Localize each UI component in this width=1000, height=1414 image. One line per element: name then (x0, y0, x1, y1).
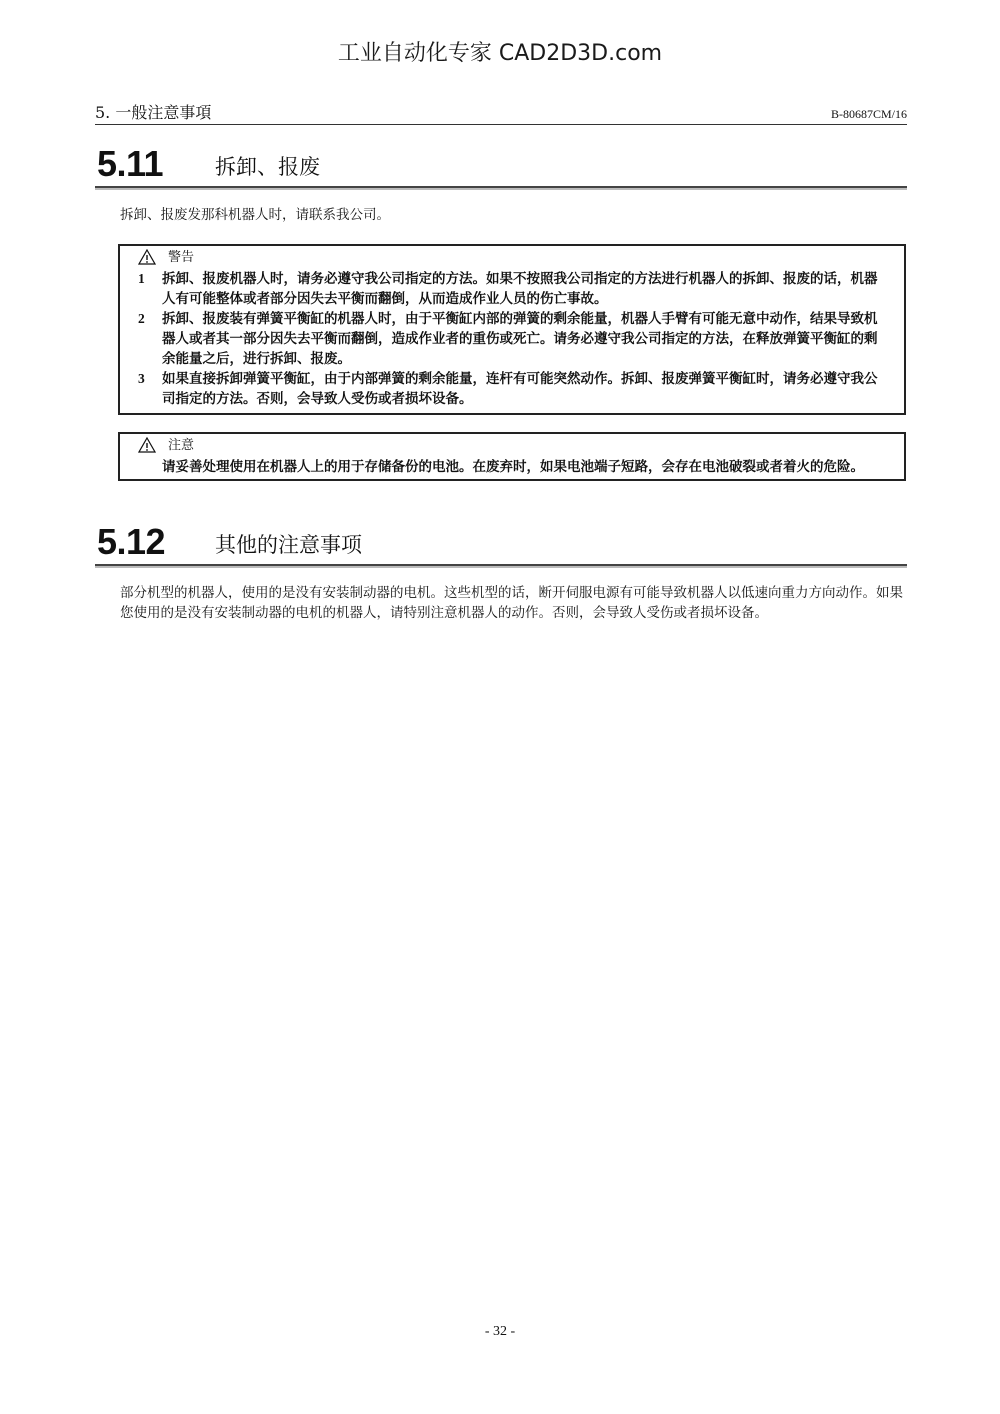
warning-item (120, 369, 904, 409)
section-title: 其他的注意事项 (215, 533, 362, 557)
page-number: - 32 - (484, 1324, 516, 1339)
section-number: 5.11 (97, 143, 164, 184)
section-intro: 拆卸、报废发那科机器人时，请联系我公司。 (120, 207, 390, 223)
caution-header (120, 437, 904, 455)
caution-text: 请妥善处理使用在机器人上的用于存储备份的电池。在废弃时，如果电池端子短路，会存在电池破裂或者着火的危险。 (162, 459, 864, 475)
chapter-title: 5. 一般注意事項 (95, 103, 212, 122)
warning-item-number: 2 (138, 311, 145, 326)
running-header (95, 104, 907, 125)
warning-triangle-icon (138, 249, 156, 265)
warning-item-text: 拆卸、报废机器人时，请务必遵守我公司指定的方法。如果不按照我公司指定的方法进行机器人的拆卸、报废的话，机器人有可能整体或者部分因失去平衡而翻倒，从而造成作业人员的伤亡事故。 (162, 271, 878, 307)
section-number: 5.12 (97, 521, 166, 562)
warning-item (120, 269, 904, 309)
warning-header (120, 249, 904, 267)
section-rule (95, 564, 907, 568)
warning-item-text: 如果直接拆卸弹簧平衡缸，由于内部弹簧的剩余能量，连杆有可能突然动作。拆卸、报废弹簧平衡缸时，请务必遵守我公司指定的方法。否则，会导致人受伤或者损坏设备。 (162, 371, 878, 407)
section-heading-5-11 (95, 144, 907, 190)
warning-list (120, 269, 904, 409)
warning-item-number: 3 (138, 371, 145, 386)
section-rule (95, 186, 907, 190)
caution-box (118, 432, 906, 481)
warning-item-text: 拆卸、报废装有弹簧平衡缸的机器人时，由于平衡缸内部的弹簧的剩余能量，机器人手臂有可能无意中动作，结果导致机器人或者其一部分因失去平衡而翻倒，造成作业者的重伤或死亡。请务必遵守我公司指定的方法，在释放弹簧平衡缸的剩余能量之后，进行拆卸、报废。 (162, 311, 878, 367)
watermark-text: 工业自动化专家 CAD2D3D.com (337, 41, 663, 66)
caution-triangle-icon (138, 437, 156, 453)
section-heading-5-12 (95, 522, 907, 568)
warning-label: 警告 (168, 250, 195, 265)
warning-item (120, 309, 904, 369)
warning-item-number: 1 (138, 271, 145, 286)
section-title: 拆卸、报废 (215, 155, 320, 179)
document-number: B-80687CM/16 (830, 107, 907, 121)
section-body: 部分机型的机器人，使用的是没有安装制动器的电机。这些机型的话，断开伺服电源有可能导致机器人以低速向重力方向动作。如果您使用的是没有安装制动器的电机的机器人，请特别注意机器人的动作。否则，会导致人受伤或者损坏设备。 (120, 585, 903, 621)
warning-box (118, 244, 906, 415)
caution-label: 注意 (168, 438, 195, 453)
